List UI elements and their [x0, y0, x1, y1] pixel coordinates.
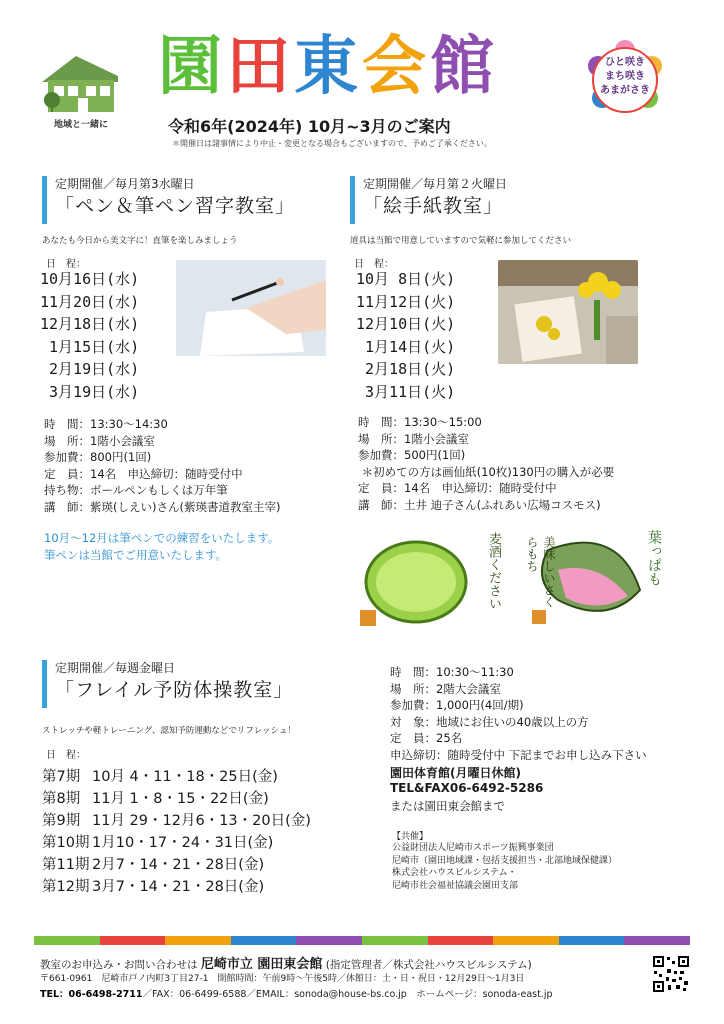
title-char: 田 — [226, 30, 290, 104]
color-bar-segment — [493, 936, 559, 945]
etegami-dates: 10月 8日(火) 11月12日(火) 12月10日(火) 1月14日(火) 2月18日(火) 3月11日(火) — [356, 270, 456, 401]
pen-dates: 10月16日(水) 11月20日(水) 12月18日(水) 1月15日(水) 2月19日(水) 3月19日(水) — [40, 270, 140, 401]
schedule-term: 第10期 — [42, 835, 90, 851]
color-bar-segment — [296, 936, 362, 945]
page-title — [158, 30, 492, 110]
footer-contacts — [40, 986, 553, 1000]
etegami-art-text-1: 麦酒ください — [486, 532, 501, 610]
emblem-line: まち咲き — [605, 71, 645, 82]
title-char: 館 — [430, 30, 494, 104]
etegami-class-title: 「絵手紙教室」 — [363, 195, 504, 217]
frail-dates-label: 日 程： — [46, 750, 86, 761]
pen-class-desc: あなたも今日から美文字に！直筆を楽しみましょう — [42, 236, 238, 246]
qr-code-icon[interactable] — [652, 955, 690, 993]
title-char: 東 — [294, 30, 358, 104]
emblem-line: ひと咲き — [605, 57, 645, 68]
schedule-row — [42, 766, 311, 788]
pen-dates-label: 日 程： — [46, 259, 86, 270]
page-subtitle: 令和6年(2024年) 10月~3月のご案内 — [168, 117, 451, 136]
pen-class-kicker: 定期開催／毎月第3水曜日 — [55, 177, 195, 191]
schedule-term: 第12期 — [42, 879, 90, 895]
schedule-term: 第8期 — [42, 791, 81, 807]
pen-note-1: 10月～12月は筆ペンでの練習をいたします。 — [44, 531, 280, 545]
frail-class-info: 時 間：10:30～11:30 場 所：2階大会議室 参加費：1,000円(4回/期) 対 象：地域にお住いの40歳以上の方 定 員：25名 申込締切：随時受付中 下記までお申し込み下さい — [390, 665, 647, 762]
footer-contacts-rest: ／FAX：06-6499-6588／EMAIL：sonoda@house-bs.co.jp ホームページ：sonoda-east.jp — [142, 989, 553, 1000]
footer-contact-line — [40, 953, 532, 972]
schedule-dates: 2月7・14・21・28日(金) — [92, 857, 265, 873]
schedule-row — [42, 788, 311, 810]
schedule-term: 第7期 — [42, 769, 81, 785]
color-bar-segment — [428, 936, 494, 945]
footer-tel: TEL：06-6498-2711 — [40, 989, 143, 1000]
schedule-row — [42, 810, 311, 832]
footer-suffix: (指定管理者／株式会社ハウスビルシステム) — [325, 959, 532, 971]
etegami-photo — [498, 260, 638, 364]
schedule-dates: 3月7・14・21・28日(金) — [92, 879, 265, 895]
frail-class-title: 「フレイル予防体操教室」 — [55, 679, 294, 701]
schedule-dates: 11月 1・8・15・22日(金) — [92, 791, 269, 807]
color-bar-segment — [231, 936, 297, 945]
schedule-term: 第11期 — [42, 857, 90, 873]
title-char: 園 — [158, 30, 222, 104]
pen-note-2: 筆ペンは当館でご用意いたします。 — [44, 548, 228, 562]
color-bar-segment — [165, 936, 231, 945]
frail-class-desc: ストレッチや軽トレーニング、認知予防運動などでリフレッシュ！ — [42, 726, 296, 736]
schedule-dates: 11月 29・12月6・13・20日(金) — [92, 813, 311, 829]
frail-class-header — [42, 660, 293, 708]
frail-contact-gym: 園田体育館(月曜日休館) — [390, 766, 521, 780]
frail-contact-alt: または園田東会館まで — [390, 799, 505, 813]
schedule-row — [42, 876, 311, 898]
sponsor-list: 公益財団法人尼崎市スポーツ振興事業団 尼崎市（園田地域課・包括支援担当・北部地域保健課） 株式会社ハウスビルシステム・ 尼崎市社会福祉協議会園田支部 — [392, 843, 618, 891]
frail-class-kicker: 定期開催／毎週金曜日 — [55, 661, 176, 675]
pen-class-title: 「ペン＆筆ペン習字教室」 — [55, 195, 296, 217]
frail-schedule — [42, 766, 311, 898]
pen-class-info: 時 間：13:30～14:30 場 所：1階小会議室 参加費：800円(1回) 定 員：14名 申込締切：随時受付中 持ち物：ボールペンもしくは万年筆 講 師：紫瑛(しえい)さん(紫瑛書道教室主宰) — [44, 417, 281, 514]
color-bar-segment — [559, 936, 625, 945]
schedule-dates: 10月 4・11・18・25日(金) — [92, 769, 278, 785]
color-bar-segment — [34, 936, 100, 945]
header-note: ＊開催日は諸事情により中止・変更となる場合もございますので、予めご了承ください。 — [172, 139, 492, 148]
etegami-dates-label: 日 程： — [354, 259, 394, 270]
etegami-class-kicker: 定期開催／毎月第２火曜日 — [363, 177, 508, 191]
etegami-art-text-3: 葉っぱも — [646, 530, 662, 586]
footer-prefix: 教室のお申込み・お問い合わせは — [40, 959, 198, 971]
schedule-term: 第9期 — [42, 813, 81, 829]
house-logo-icon — [38, 52, 120, 116]
pen-class-header — [42, 176, 295, 224]
footer-address: 〒661-0961 尼崎市戸ノ内町3丁目27-1 開館時間：午前9時～午後5時／休館日：土・日・祝日・12月29日～1月3日 — [40, 974, 525, 984]
color-bar — [34, 936, 690, 945]
etegami-art-text-2: 美味しいさくらもち — [525, 536, 556, 608]
logo-tagline: 地域と一緒に — [54, 120, 109, 130]
etegami-class-info: 時 間：13:30～15:00 場 所：1階小会議室 参加費：500円(1回) ＊初めての方は画仙紙(10枚)130円の購入が必要 定 員：14名 申込締切：随時受付中 講 師：土井 迪子さん(ふれあい広場コスモス) — [358, 415, 615, 512]
handwriting-photo — [176, 260, 326, 356]
color-bar-segment — [624, 936, 690, 945]
title-char: 会 — [362, 30, 426, 104]
city-emblem — [586, 40, 664, 118]
color-bar-segment — [100, 936, 166, 945]
sponsor-label: 【共催】 — [392, 832, 429, 842]
frail-contact-tel: TEL&FAX06-6492-5286 — [390, 781, 544, 795]
etegami-class-desc: 道具は当館で用意していますので気軽に参加してください — [350, 236, 572, 246]
color-bar-segment — [362, 936, 428, 945]
schedule-dates: 1月10・17・24・31日(金) — [92, 835, 274, 851]
footer-org: 尼崎市立 園田東会館 — [200, 957, 323, 972]
etegami-class-header — [350, 176, 507, 224]
emblem-line: あまがさき — [600, 85, 650, 96]
schedule-row — [42, 854, 311, 876]
schedule-row — [42, 832, 311, 854]
